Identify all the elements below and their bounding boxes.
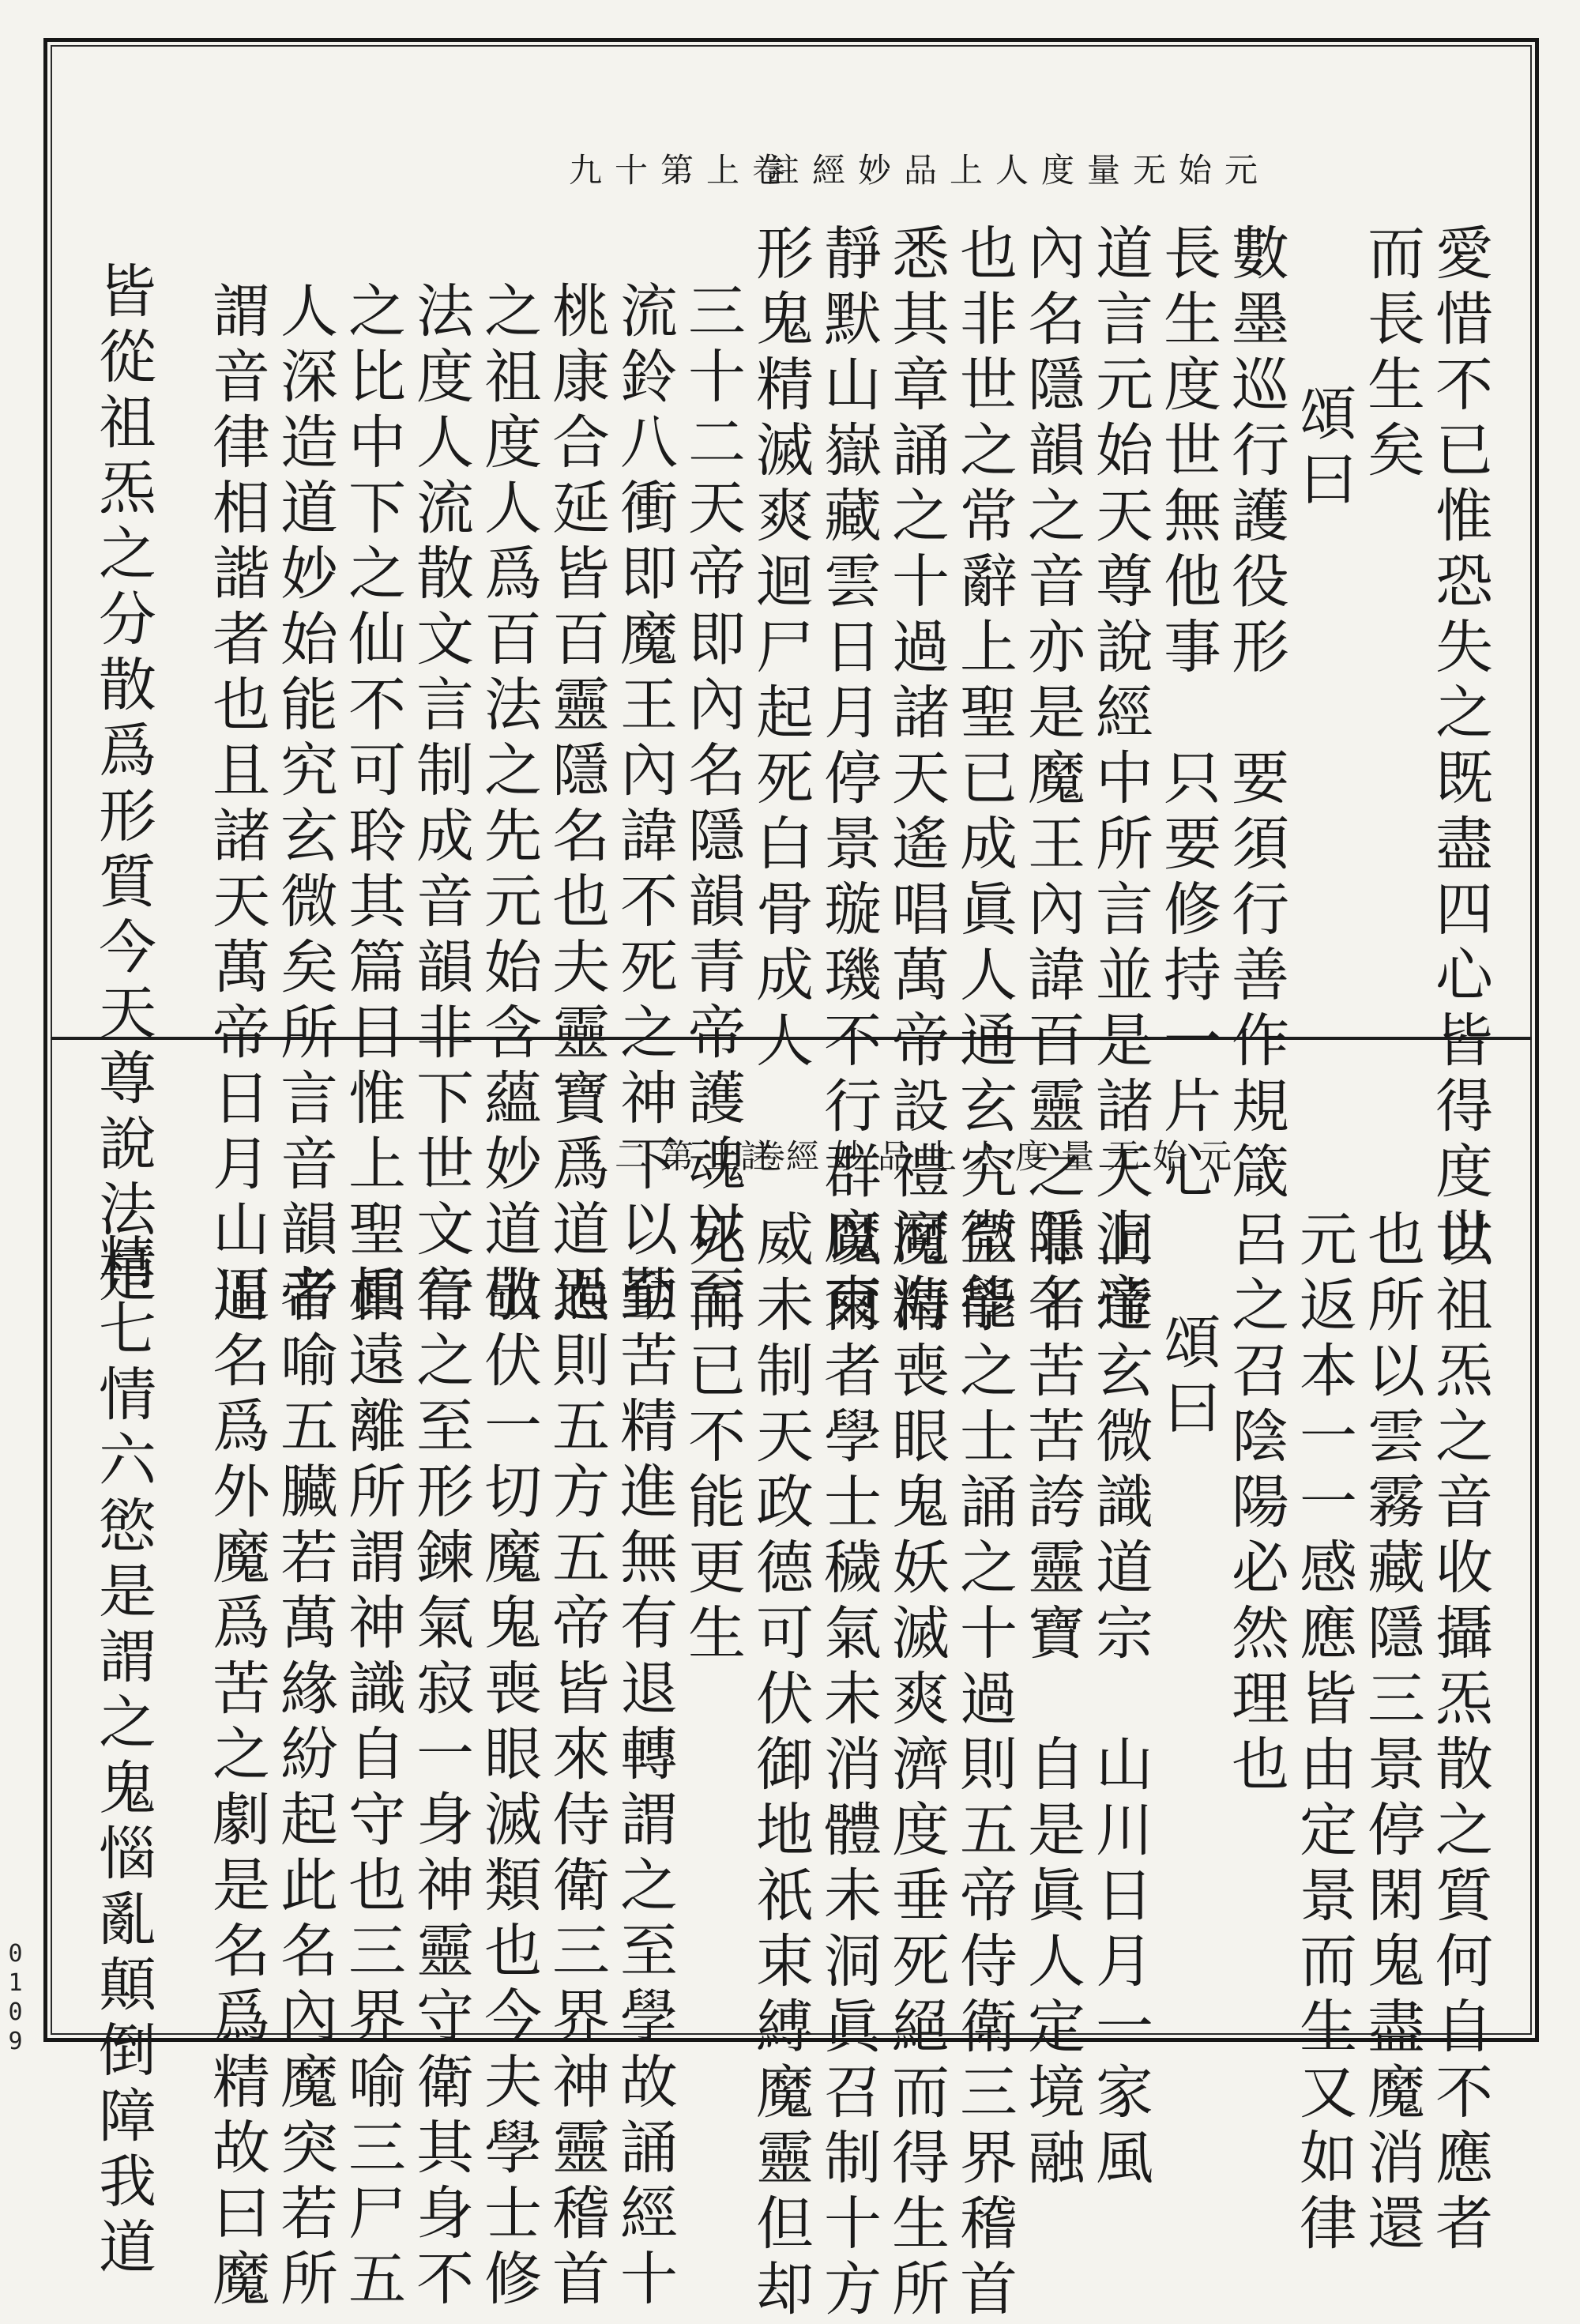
- bottom-column-16: 行之至形鍊氣寂一身神靈守衛其身不: [406, 1264, 473, 2314]
- bottom-header-title: 元始无量度人上品妙經註: [739, 1137, 1244, 1176]
- bottom-column-12: 死而已不能更生: [678, 1209, 745, 1668]
- bottom-column-9: 魔精喪眼鬼妖滅爽濟度垂死絕而得生所: [882, 1209, 949, 2324]
- top-column-11: 形鬼精滅爽迴尸起死白骨成人: [746, 223, 813, 1075]
- top-column-20: 皆從祖炁之分散爲形質今天尊說法是: [88, 261, 156, 1310]
- bottom-column-7: 非干苦苦誇靈寶 自是眞人定境融: [1018, 1209, 1085, 2193]
- top-column-16: 法度人流散文言制成音韻非下世文章: [406, 281, 473, 1330]
- top-column-15: 之祖度人爲百法之先元始含蘊妙道出: [474, 281, 541, 1330]
- top-column-10: 靜默山嶽藏雲日月停景璇璣不行群魔束: [814, 223, 881, 1338]
- bottom-column-10: 以爾者學士穢氣未消體未洞眞召制十方: [814, 1209, 881, 2324]
- bottom-column-5: 頌曰: [1153, 1312, 1221, 1443]
- bottom-column-6: 洞達玄微識道宗 山川日月一家風: [1085, 1209, 1153, 2193]
- top-column-5: 長生度世無他事 只要修持一片心: [1153, 223, 1221, 1207]
- bottom-column-11: 威未制天政德可伏御地祇束縛魔靈但却: [746, 1209, 813, 2324]
- top-column-1: 愛惜不已惟恐失之既盡四心皆得度世: [1425, 223, 1492, 1272]
- bottom-column-15: 敬伏一切魔鬼喪眼滅類也今夫學士修: [474, 1264, 541, 2314]
- bottom-column-3: 元返本一一感應皆由定景而生又如律: [1289, 1209, 1356, 2258]
- top-header-title: 元始无量度人上品妙經註: [766, 151, 1270, 190]
- top-column-14: 桃康合延皆百靈隱名也夫靈寶爲道炁: [542, 281, 609, 1330]
- top-column-7: 內名隱韻之音亦是魔王內諱百靈之隱名: [1018, 223, 1085, 1338]
- top-column-9: 悉其章誦之十過諸天遙唱萬帝設禮河海: [882, 223, 949, 1338]
- bottom-column-14: 過則五方五帝皆來侍衛三界神靈稽首: [542, 1264, 609, 2314]
- top-column-3: 頌曰: [1289, 383, 1356, 514]
- top-column-4: 數墨巡行護役形 要須行善作規箴: [1221, 223, 1288, 1207]
- bottom-column-18: 帝喻五臟若萬緣紛起此名內魔突若所: [270, 1264, 337, 2314]
- bottom-column-8: 至學之士誦之十過則五帝侍衛三界稽首: [950, 1209, 1017, 2324]
- top-column-18: 人深造道妙始能究玄微矣所言音韻者: [270, 281, 337, 1330]
- top-column-19: 謂音律相諧者也且諸天萬帝日月山川: [202, 281, 269, 1330]
- bottom-column-19: 逼名爲外魔爲苦之劇是名爲精故曰魔: [202, 1264, 269, 2314]
- top-column-8: 也非世之常辭上聖已成眞人通玄究微能: [950, 223, 1017, 1338]
- bottom-column-13: 勤苦精進無有退轉謂之至學故誦經十: [610, 1264, 677, 2314]
- top-column-12: 三十二天帝即內名隱韻青帝護魂以至: [678, 281, 745, 1330]
- top-column-17: 之比中下之仙不可聆其篇目惟上聖眞: [338, 281, 405, 1330]
- bottom-column-1: 以祖炁之音收攝炁散之質何自不應者: [1425, 1209, 1492, 2258]
- bottom-column-17: 相遠離所謂神識自守也三界喻三尸五: [338, 1264, 405, 2314]
- bottom-header-volume: 卷上第二十: [569, 1137, 799, 1176]
- bottom-column-4: 呂之召陰陽必然理也: [1221, 1209, 1288, 1799]
- bottom-column-2: 也所以雲霧藏隱三景停閑鬼盡魔消還: [1357, 1209, 1424, 2258]
- bottom-column-20: 精七情六慾是謂之鬼惱亂顛倒障我道: [88, 1233, 156, 2282]
- top-column-2: 而長生矣: [1357, 223, 1424, 485]
- top-column-6: 道言元始天尊說經中所言並是諸天上帝: [1085, 223, 1153, 1338]
- top-header-volume: 卷上第十九: [569, 151, 799, 190]
- top-column-13: 流鈴八衝即魔王內諱不死之神下以至: [610, 281, 677, 1330]
- page-number: 0109: [2, 1940, 29, 2057]
